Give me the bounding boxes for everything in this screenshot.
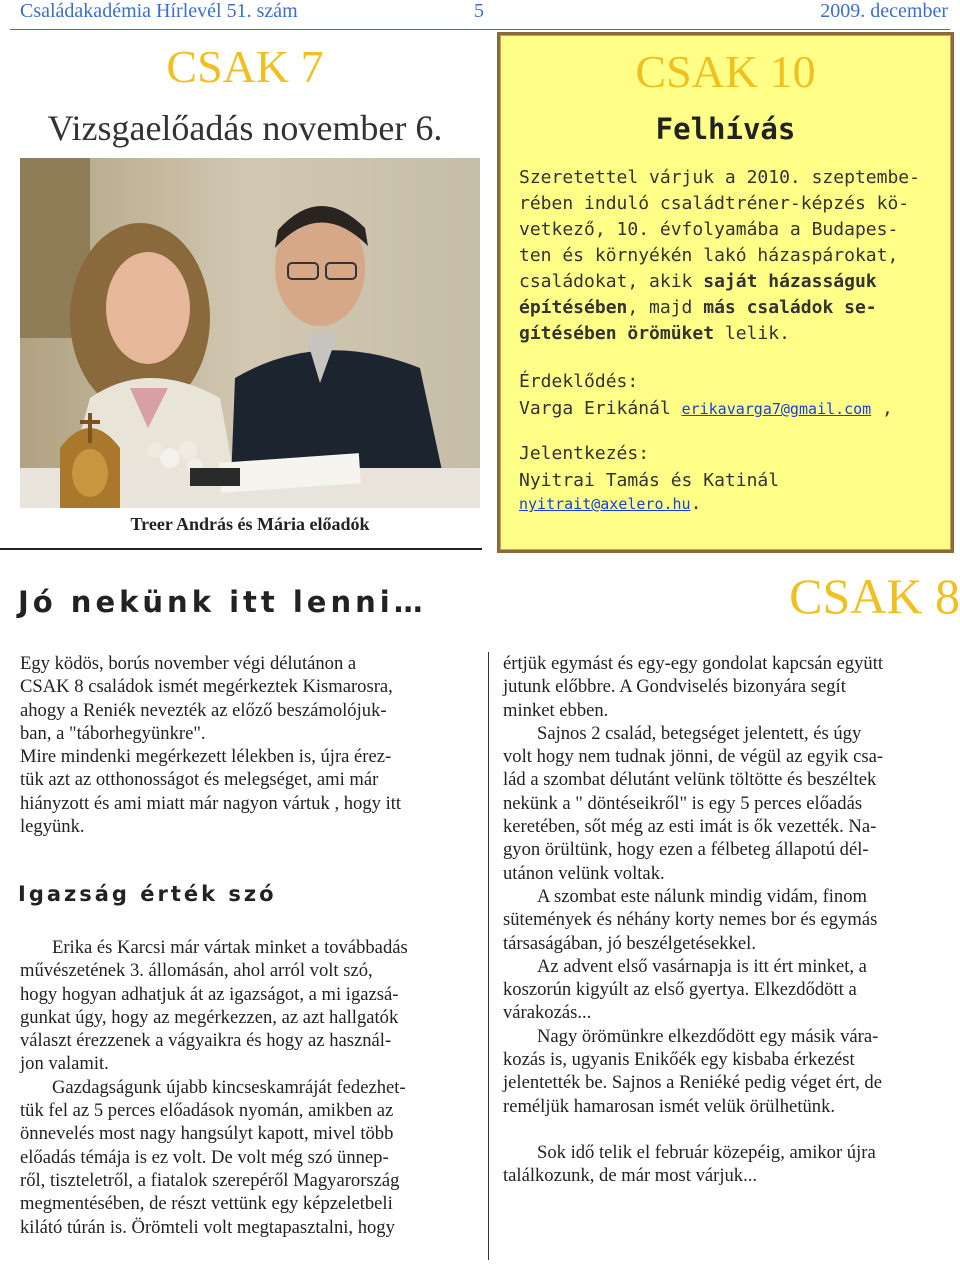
text-line: reméljük hamarosan ismét velük örülhetünk.: [503, 1095, 836, 1117]
text-line: koszorún kigyúlt az első gyertya. Elkezdődött a: [503, 979, 857, 1001]
text-spacer: [503, 1118, 958, 1141]
text-line: kilátó túrán is. Örömteli volt megtapasztalni, hogy: [20, 1216, 395, 1238]
text-line: gunkat úgy, hogy az megérkezzen, az azt hallgatók: [20, 1006, 399, 1028]
notice-line: rében induló családtréner-képzés kö-: [519, 193, 910, 214]
text-line: kozás is, ugyanis Enikőék egy kisbaba érkezést: [503, 1049, 855, 1071]
text-line: hogy hogyan adhatjuk át az igazságot, a mi igazsá-: [20, 983, 399, 1005]
apply-email-row: nyitrait@axelero.hu.: [519, 493, 702, 514]
article-right-column: [503, 652, 958, 1188]
article-subheading: Igazság érték szó: [18, 882, 277, 906]
text-line: Sajnos 2 család, betegséget jelentett, és úgy: [537, 722, 862, 744]
text-line: választ érezzenek a vágyaikra és hogy az használ-: [20, 1030, 392, 1052]
notice-line: ten és környékén lakó házaspárokat,: [519, 245, 899, 266]
notice-line: építésében, majd más családok se-: [519, 297, 877, 318]
article-left-column-2: [20, 936, 477, 1239]
apply-email-link[interactable]: nyitrait@axelero.hu: [519, 495, 691, 513]
text-line: tük fel az 5 perces előadások nyomán, amikben az: [20, 1100, 394, 1122]
text-line: jon valamit.: [20, 1053, 109, 1075]
csak8-title: CSAK 8: [789, 568, 960, 624]
text-line: jutunk előbbre. A Gondviselés bizonyára segít: [503, 676, 846, 698]
text-line: tük azt az otthonosságot és melegséget, ami már: [20, 769, 379, 791]
notice-heading: Felhívás: [655, 112, 796, 146]
text-line: társaságában, jó beszélgetésekkel.: [503, 932, 756, 954]
left-block-rule: [0, 548, 482, 550]
newsletter-title: Családakadémia Hírlevél 51. szám: [20, 0, 298, 22]
text-line: Az advent első vasárnapja is itt ért minket, a: [537, 955, 867, 977]
text-line: A szombat este nálunk mindig vidám, finom: [537, 885, 867, 907]
text-line: ről, tiszteletről, a fiatalok szerepéről Magyarország: [20, 1169, 400, 1191]
text-line: megmentésében, de részt vettünk egy képzeletbeli: [20, 1193, 393, 1215]
text-line: önnevelés most nagy hangsúlyt kapott, mivel több: [20, 1123, 394, 1145]
text-line: Mire mindenki megérkezett lélekben is, újra érez-: [20, 746, 392, 768]
issue-date: 2009. december: [820, 0, 948, 22]
text-line: Egy ködös, borús november végi délutánon a: [20, 653, 357, 674]
text-line: utánon velünk voltak.: [503, 862, 665, 884]
inquiry-email-link[interactable]: erikavarga7@gmail.com: [681, 400, 872, 418]
text-line: értjük egymást és egy-egy gondolat kapcsán együtt: [503, 653, 884, 674]
apply-label: Jelentkezés:: [519, 443, 650, 464]
notice-line: vetkező, 10. évfolyamába a Budapes-: [519, 219, 899, 240]
text-line: előadás témája is ez volt. De volt még szó ünnep-: [20, 1146, 389, 1168]
header-rule: [10, 29, 950, 30]
text-line: hiányzott és ami miatt már nagyon vártuk , hogy itt: [20, 792, 402, 814]
notice-body: [519, 165, 920, 347]
notice-line: családokat, akik saját házasságuk: [519, 271, 877, 292]
inquiry-block: [519, 368, 893, 423]
photo-caption: Treer András és Mária előadók: [130, 514, 370, 534]
inquiry-contact: Varga Erikánál erikavarga7@gmail.com ,: [519, 398, 893, 419]
text-line: keretében, sőt még az esti imát is ők vezették. Na-: [503, 816, 877, 838]
text-line: Erika és Karcsi már vártak minket a továbbadás: [52, 937, 408, 958]
photo-presenters: [20, 158, 480, 508]
article-title: Jó nekünk itt lenni…: [18, 585, 427, 619]
notice-line: Szeretettel várjuk a 2010. szeptembe-: [519, 167, 920, 188]
notice-line: gítésében örömüket lelik.: [519, 323, 790, 344]
text-line: várakozás...: [503, 1002, 592, 1024]
text-line: nekünk a " döntéseikről" is egy 5 perces előadás: [503, 792, 863, 814]
column-divider: [488, 652, 489, 1260]
text-line: jelentették be. Sajnos a Reniéké pedig véget ért, de: [503, 1072, 882, 1094]
article-left-column: [20, 652, 477, 838]
text-line: művészetének 3. állomásán, ahol arról volt szó,: [20, 960, 373, 982]
inquiry-label: Érdeklődés:: [519, 371, 639, 392]
text-line: sütemények és néhány korty nemes bor és egymás: [503, 909, 878, 931]
text-line: Nagy örömünkre elkezdődött egy másik vára-: [537, 1025, 879, 1047]
text-line: ban, a "táborhegyünkre".: [20, 722, 206, 744]
text-line: találkozunk, de már most várjuk...: [503, 1165, 758, 1187]
page-number: 5: [474, 0, 484, 22]
text-line: Sok idő telik el február közepéig, amikor újra: [537, 1141, 876, 1163]
csak7-subtitle: Vizsgaelőadás november 6.: [47, 108, 443, 148]
text-line: legyünk.: [20, 816, 85, 838]
csak7-title: CSAK 7: [166, 41, 324, 92]
text-line: Gazdagságunk újabb kincseskamráját fedezhet-: [52, 1076, 406, 1098]
notice-box: [497, 32, 954, 553]
text-line: CSAK 8 családok ismét megérkeztek Kismarosra,: [20, 676, 393, 698]
text-line: ahogy a Reniék nevezték az előző beszámolójuk-: [20, 699, 387, 721]
text-line: volt hogy nem tudnak jönni, de végül az egyik csa-: [503, 746, 884, 768]
text-line: lád a szombat délutánt velünk töltötte és beszéltek: [503, 769, 877, 791]
apply-contact: Nyitrai Tamás és Katinál: [519, 470, 780, 491]
photo-image: [20, 158, 480, 508]
apply-block: [519, 440, 779, 514]
text-line: minket ebben.: [503, 699, 609, 721]
csak10-title: CSAK 10: [635, 46, 816, 97]
text-line: gyon örültünk, hogy ezen a félbeteg állapotú dél-: [503, 839, 869, 861]
